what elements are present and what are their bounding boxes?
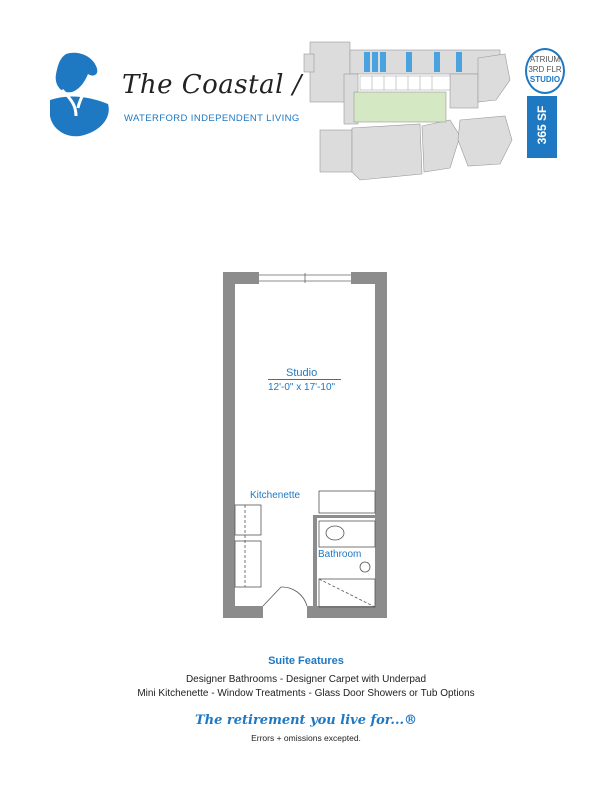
room-label-studio: Studio <box>286 367 318 379</box>
room-dimensions-studio: 12'-0" x 17'-10" <box>268 382 336 393</box>
badge-line-2: 3RD FLR <box>528 65 562 74</box>
dimension-divider <box>268 379 341 380</box>
badge-line-1: ATRIUM <box>529 55 561 64</box>
badge-line-3: STUDIO <box>529 75 561 84</box>
key-plan-map <box>300 40 522 190</box>
features-line-2: Mini Kitchenette - Window Treatments - Glass Door Showers or Tub Options <box>137 688 475 699</box>
location-badge <box>525 48 565 94</box>
features-line-1: Designer Bathrooms - Designer Carpet with Underpad <box>185 674 427 685</box>
room-label-kitchenette: Kitchenette <box>250 490 301 501</box>
features-title: Suite Features <box>268 655 344 667</box>
brand-subtitle: WATERFORD INDEPENDENT LIVING <box>124 113 300 124</box>
whale-logo-icon <box>48 50 114 138</box>
floor-plan <box>215 265 395 625</box>
area-label: 365 SF <box>535 105 549 145</box>
disclaimer: Errors + omissions excepted. <box>251 733 361 743</box>
room-label-bathroom: Bathroom <box>318 549 362 560</box>
tagline: The retirement you live for...® <box>194 713 418 728</box>
brand-title: The Coastal / <box>122 70 302 100</box>
